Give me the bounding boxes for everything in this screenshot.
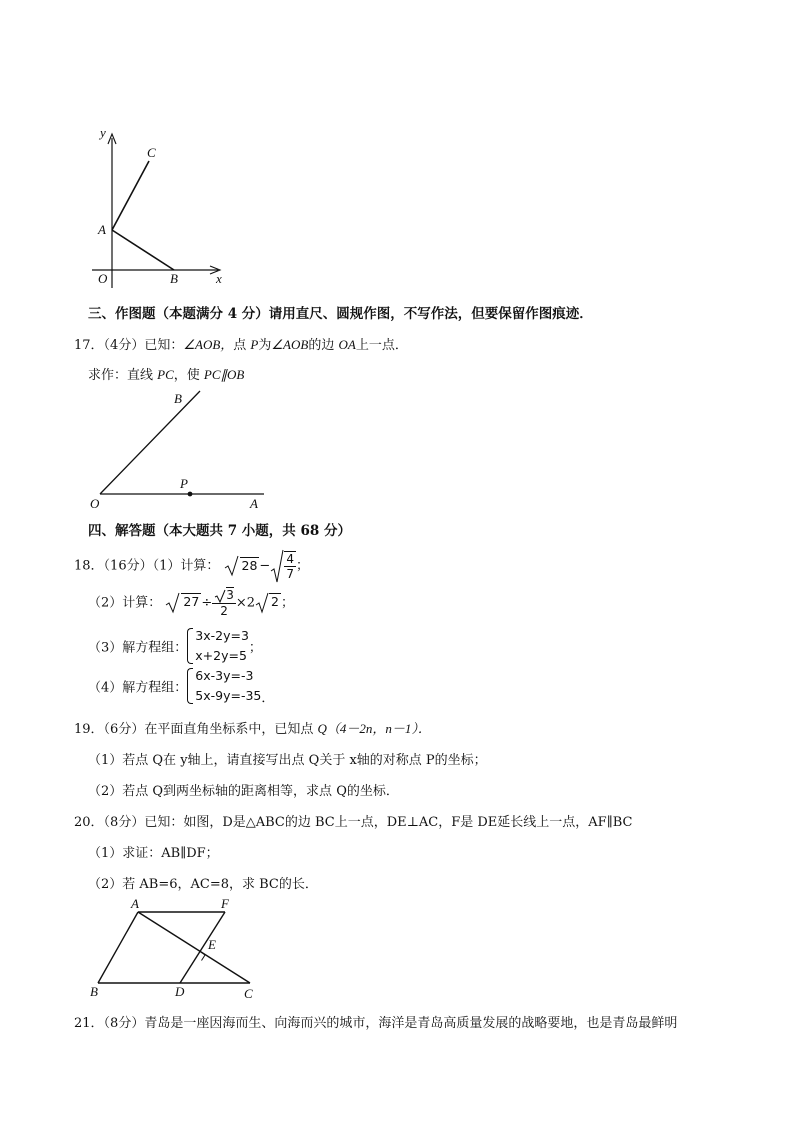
question-18-part-2: （2）计算： 27 ÷ $\frac{3}{2}$ ×2 2 ； — [88, 588, 295, 618]
sqrt-2: 2 — [255, 592, 281, 614]
triangle-b-label: B — [90, 984, 98, 999]
sqrt-28: 28 — [224, 555, 260, 577]
vertex-o-label: O — [90, 496, 100, 511]
ray-a-label: A — [250, 496, 258, 511]
section-3-title: 三、作图题（本题满分 4 分）请用直尺、圆规作图，不写作法，但要保留作图痕迹． — [88, 306, 593, 322]
question-20-stem: 20．（8分）已知：如图，D是△ABC的边 BC上一点，DE⊥AC，F是 DE延长线上一点，AF∥BC — [74, 815, 633, 830]
fraction-sqrt3-over-2: $\frac{3}{2}$ — [212, 588, 236, 618]
sqrt-4-7: $\frac{4}{7}$ — [270, 549, 296, 583]
x-axis-label: x — [216, 271, 222, 286]
triangle-a-label: A — [131, 896, 139, 911]
question-20-part-1: （1）求证：AB∥DF； — [88, 846, 219, 861]
point-c-label: C — [147, 145, 156, 160]
equation-system-3: 3x-2y=3 x+2y=5 — [187, 626, 249, 666]
triangle-e-label: E — [208, 937, 216, 952]
question-18-part-4: （4）解方程组： 6x-3y=-3 5x-9y=-35 ． — [88, 668, 275, 706]
question-19-part-1: （1）若点 Q在 y轴上，请直接写出点 Q关于 x轴的对称点 P的坐标； — [88, 753, 487, 768]
point-b-label: B — [170, 271, 178, 286]
question-17-task: 求作：直线 PC，使 PC∥OB — [88, 367, 245, 383]
section-4-title: 四、解答题（本大题共 7 小题，共 68 分） — [88, 523, 351, 539]
question-19-stem: 19．（6分）在平面直角坐标系中，已知点 Q（4－2n，n－1）． — [74, 721, 431, 737]
point-p-label: P — [180, 476, 188, 491]
ray-b-label: B — [174, 391, 182, 406]
sqrt-27: 27 — [165, 592, 201, 614]
triangle-c-label: C — [244, 986, 253, 1001]
equation-system-4: 6x-3y=-3 5x-9y=-35 — [187, 666, 261, 706]
question-18-part-1: 18．（16分）（1）计算： 28 − $\frac{4}{7}$ ； — [74, 549, 309, 583]
triangle-f-label: F — [221, 896, 229, 911]
triangle-d-label: D — [175, 984, 185, 999]
origin-label: O — [98, 271, 108, 286]
question-20-part-2: （2）若 AB=6，AC=8，求 BC的长． — [88, 877, 318, 892]
question-19-part-2: （2）若点 Q到两坐标轴的距离相等，求点 Q的坐标． — [88, 784, 399, 799]
question-18-part-3: （3）解方程组： 3x-2y=3 x+2y=5 ； — [88, 626, 262, 666]
question-17-stem: 17．（4分）已知：∠AOB，点 P为∠AOB的边 OA上一点． — [74, 337, 408, 353]
question-21-stem: 21．（8分）青岛是一座因海而生、向海而兴的城市，海洋是青岛高质量发展的战略要地，也是青岛最鲜明 — [74, 1016, 678, 1031]
point-a-label: A — [98, 222, 106, 237]
y-axis-label: y — [100, 125, 106, 140]
